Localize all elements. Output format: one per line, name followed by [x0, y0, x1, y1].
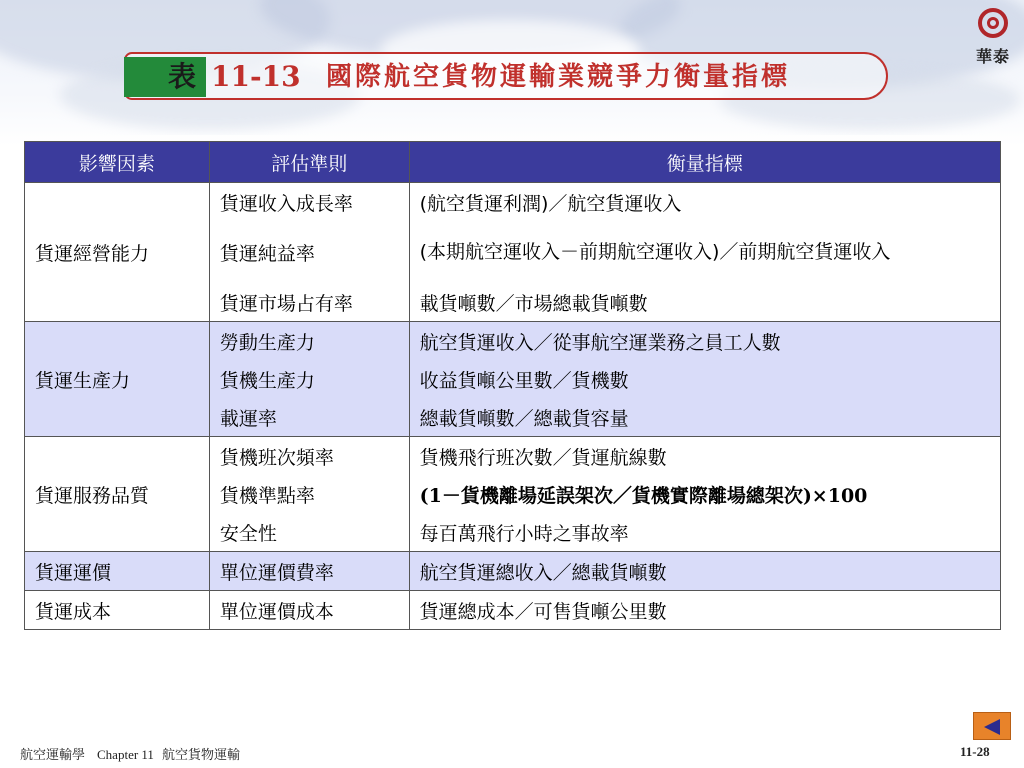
publisher-logo	[968, 8, 1018, 78]
back-arrow-icon	[984, 719, 1000, 735]
huatai-logo-icon	[978, 8, 1008, 38]
indicator-cell: 航空貨運總收入／總載貨噸數	[409, 552, 1000, 591]
col-header-factor: 影響因素	[25, 142, 210, 183]
table-row	[25, 552, 1001, 591]
factor-cell: 貨運經營能力	[25, 183, 210, 322]
factor-cell: 貨運成本	[25, 591, 210, 630]
indicator-cell: (航空貨運利潤)／航空貨運收入	[409, 183, 1000, 222]
table-row	[25, 322, 1001, 361]
criterion-cell: 載運率	[209, 398, 409, 437]
logo-text: 華泰	[975, 47, 1010, 66]
footer-book: 航空運輸學	[20, 748, 86, 763]
table-number: 11-13	[211, 60, 301, 93]
indicator-cell: 貨運總成本／可售貨噸公里數	[409, 591, 1000, 630]
table-row	[25, 183, 1001, 222]
title-prefix: 表	[168, 60, 197, 93]
indicator-cell: 每百萬飛行小時之事故率	[409, 513, 1000, 552]
factor-cell: 貨運運價	[25, 552, 210, 591]
indicator-cell: (本期航空運收入－前期航空運收入)／前期航空貨運收入	[409, 221, 1000, 283]
criterion-cell: 貨機班次頻率	[209, 437, 409, 476]
criterion-cell: 貨運收入成長率	[209, 183, 409, 222]
factor-cell: 貨運服務品質	[25, 437, 210, 552]
footer-chapter-title: 航空貨物運輸	[161, 748, 240, 763]
page-title: 國際航空貨物運輸業競爭力衡量指標	[326, 62, 791, 92]
indicator-cell: 貨機飛行班次數／貨運航線數	[409, 437, 1000, 476]
criterion-cell: 貨機準點率	[209, 475, 409, 513]
criterion-cell: 安全性	[209, 513, 409, 552]
criterion-cell: 貨運純益率	[209, 221, 409, 283]
footer-chapter: Chapter 11	[97, 747, 154, 762]
indicator-cell: 收益貨噸公里數／貨機數	[409, 360, 1000, 398]
criterion-cell: 單位運價成本	[209, 591, 409, 630]
table-header-row	[25, 142, 1001, 183]
indicator-cell: 航空貨運收入／從事航空運業務之員工人數	[409, 322, 1000, 361]
indicator-cell: 載貨噸數／市場總載貨噸數	[409, 283, 1000, 322]
indicator-cell: (1－貨機離場延誤架次／貨機實際離場總架次)×100	[409, 475, 1000, 513]
criterion-cell: 單位運價費率	[209, 552, 409, 591]
col-header-criterion: 評估準則	[209, 142, 409, 183]
table-row	[25, 437, 1001, 476]
indicator-cell: 總載貨噸數／總載貨容量	[409, 398, 1000, 437]
table-row	[25, 591, 1001, 630]
factor-cell: 貨運生產力	[25, 322, 210, 437]
criterion-cell: 貨運市場占有率	[209, 283, 409, 322]
footer-caption	[20, 744, 240, 763]
back-button[interactable]	[973, 712, 1011, 740]
criterion-cell: 貨機生產力	[209, 360, 409, 398]
page-number: 11-28	[960, 744, 990, 759]
col-header-indicator: 衡量指標	[409, 142, 1000, 183]
table-body	[25, 183, 1001, 630]
criterion-cell: 勞動生產力	[209, 322, 409, 361]
indicator-table	[24, 141, 1001, 630]
